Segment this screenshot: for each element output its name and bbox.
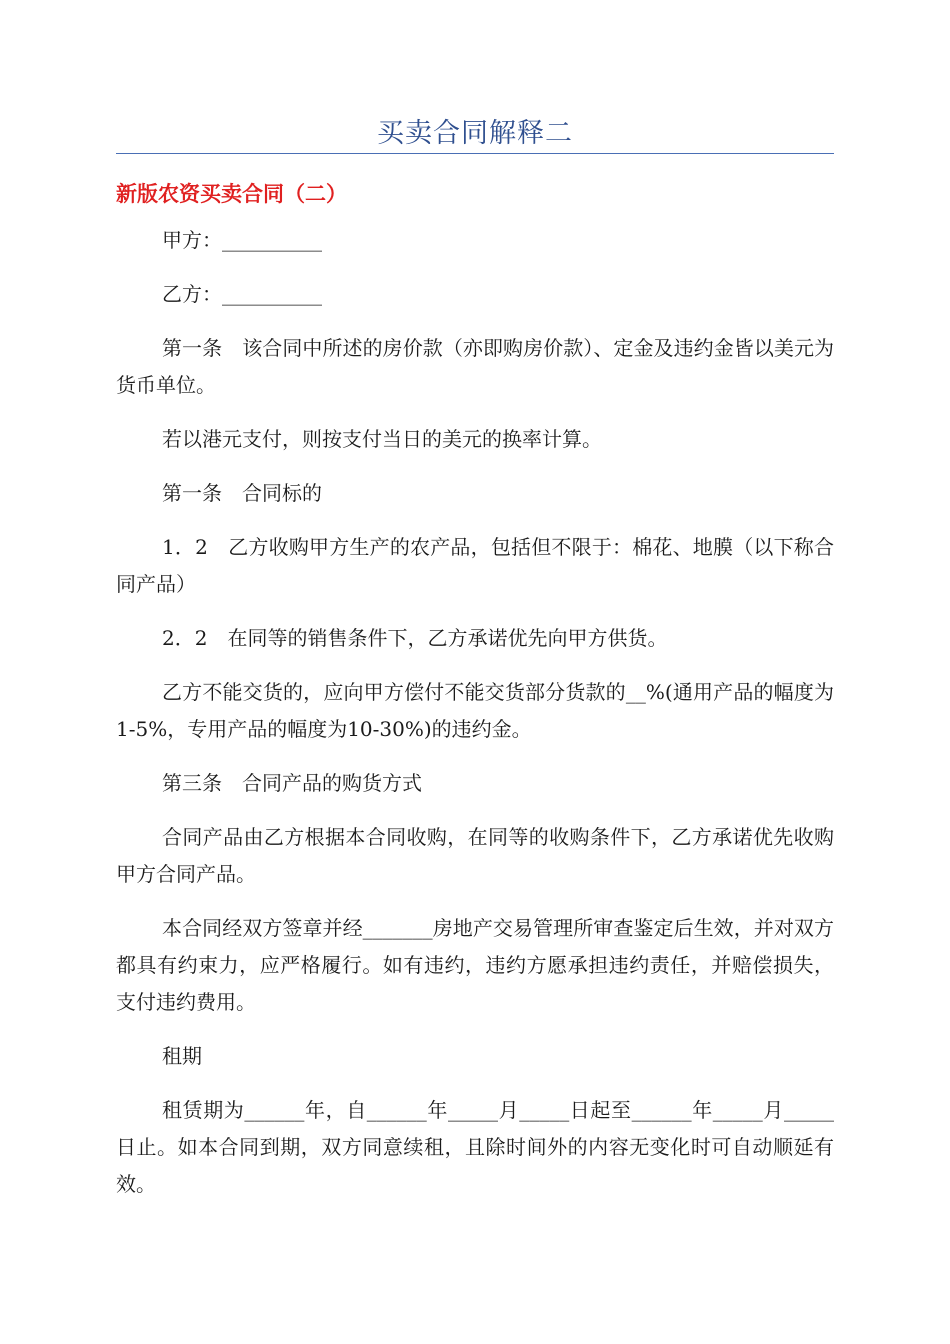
effectiveness-clause: 本合同经双方签章并经_______房地产交易管理所审查鉴定后生效，并对双方都具有约束力，应严格履行。如有违约，违约方愿承担违约责任，并赔偿损失，支付违约费用。 bbox=[116, 916, 834, 1014]
title-underline bbox=[116, 153, 834, 154]
article-currency: 第一条 该合同中所述的房价款（亦即购房价款）、定金及违约金皆以美元为货币单位。 bbox=[116, 336, 834, 397]
exchange-rate-clause: 若以港元支付，则按支付当日的美元的换率计算。 bbox=[162, 427, 602, 451]
document-body bbox=[116, 222, 834, 1220]
clause-2-2: 2．2 在同等的销售条件下，乙方承诺优先向甲方供货。 bbox=[162, 626, 668, 650]
article-subject-heading: 第一条 合同标的 bbox=[162, 481, 322, 505]
clause-1-2: 1．2 乙方收购甲方生产的农产品，包括但不限于：棉花、地膜（以下称合同产品） bbox=[116, 535, 834, 596]
party-b-line: 乙方：__________ bbox=[162, 282, 322, 306]
article-three-heading: 第三条 合同产品的购货方式 bbox=[162, 771, 422, 795]
penalty-clause: 乙方不能交货的，应向甲方偿付不能交货部分货款的__%(通用产品的幅度为1-5%，专用产品的幅度为10-30%)的违约金。 bbox=[116, 680, 834, 741]
lease-term-clause: 租赁期为______年，自______年_____月_____日起至______年_____月_____日止。如本合同到期，双方同意续租，且除时间外的内容无变化时可自动顺延有效。 bbox=[116, 1098, 834, 1196]
purchase-method-clause: 合同产品由乙方根据本合同收购，在同等的收购条件下，乙方承诺优先收购甲方合同产品。 bbox=[116, 825, 834, 886]
lease-term-heading: 租期 bbox=[162, 1044, 202, 1068]
section-heading: 新版农资买卖合同（二） bbox=[116, 182, 347, 206]
party-a-line: 甲方：__________ bbox=[162, 228, 322, 252]
document-title: 买卖合同解释二 bbox=[377, 118, 573, 149]
